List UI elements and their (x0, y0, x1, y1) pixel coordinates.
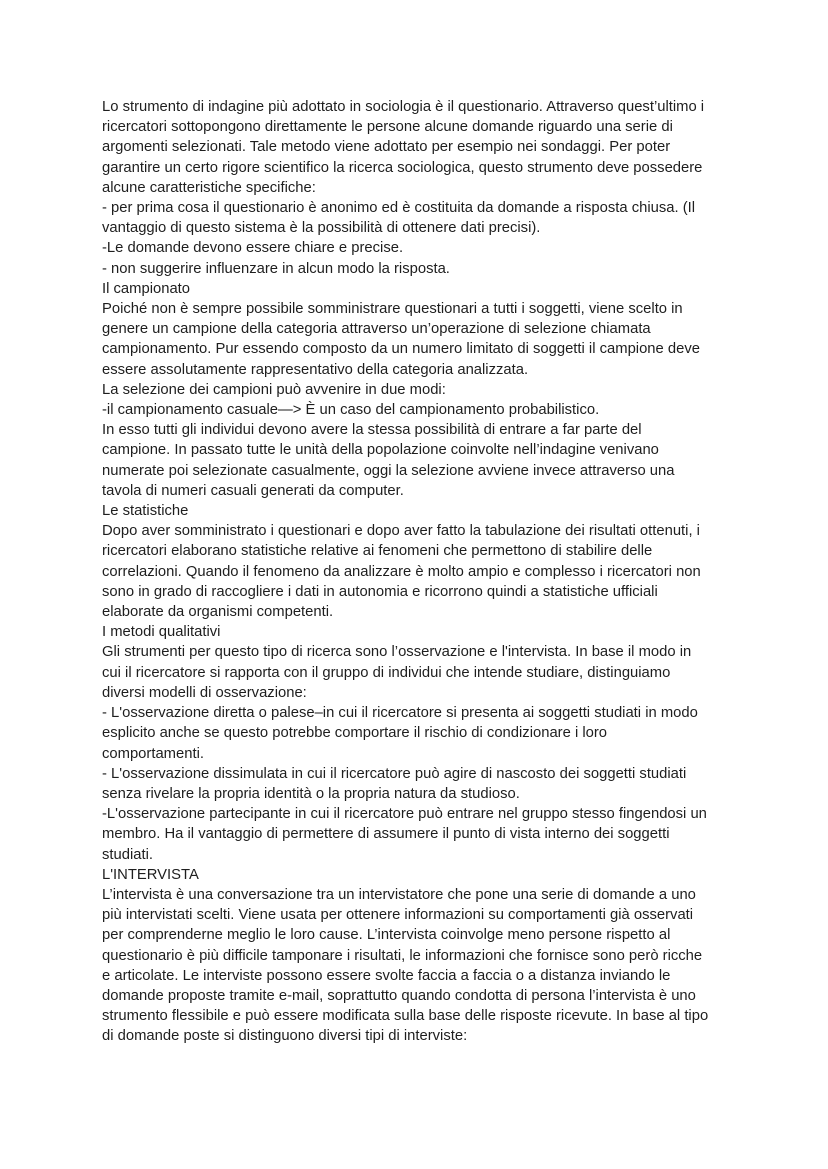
text-line: Poiché non è sempre possibile somministrare questionari a tutti i soggetti, viene scelto in (102, 301, 683, 318)
text-line: -il campionamento casuale—> È un caso del campionamento probabilistico. (102, 402, 600, 419)
text-line: strumento flessibile e può essere modificata sulla base delle risposte ricevute. In base al tipo (102, 1008, 709, 1025)
text-line: cui il ricercatore si rapporta con il gruppo di individui che intende studiare, distinguiamo (102, 664, 671, 681)
text-line: - L'osservazione dissimulata in cui il ricercatore può agire di nascosto dei soggetti studiati (102, 765, 687, 782)
text-line: - non suggerire influenzare in alcun modo la risposta. (102, 260, 450, 277)
text-line: I metodi qualitativi (102, 624, 221, 641)
text-line: sono in grado di raccogliere i dati in autonomia e ricorrono quindi a statistiche ufficiali (102, 583, 658, 600)
text-line: genere un campione della categoria attraverso un’operazione di selezione chiamata (102, 321, 651, 338)
text-line: studiati. (102, 846, 153, 863)
text-line: Il campionato (102, 280, 191, 297)
text-line: correlazioni. Quando il fenomeno da analizzare è molto ampio e complesso i ricercatori non (102, 563, 701, 580)
text-line: membro. Ha il vantaggio di permettere di assumere il punto di vista interno dei soggetti (102, 826, 670, 843)
text-line: elaborate da organismi competenti. (102, 604, 334, 621)
text-line: diversi modelli di osservazione: (102, 684, 307, 701)
text-line: argomenti selezionati. Tale metodo viene adottato per esempio nei sondaggi. Per poter (102, 139, 671, 156)
text-line: Lo strumento di indagine più adottato in sociologia è il questionario. Attraverso quest’ultimo i (102, 99, 705, 115)
text-line: di domande poste si distinguono diversi tipi di interviste: (102, 1028, 468, 1045)
text-line: L’intervista è una conversazione tra un intervistatore che pone una serie di domande a uno (102, 886, 696, 903)
text-line: numerate poi selezionate casualmente, oggi la selezione avviene invece attraverso una (102, 462, 675, 479)
text-line: più intervistati scelti. Viene usata per ottenere informazioni su comportamenti già osservati (102, 907, 694, 924)
text-line: Le statistiche (102, 503, 189, 520)
text-line: essere assolutamente rappresentativo della categoria analizzata. (102, 361, 529, 378)
text-line: - per prima cosa il questionario è anonimo ed è costituita da domande a risposta chiusa. (Il (102, 200, 696, 217)
text-line: -L'osservazione partecipante in cui il ricercatore può entrare nel gruppo stesso fingendosi un (102, 806, 707, 823)
text-line: per comprenderne meglio le loro cause. L’intervista coinvolge meno persone rispetto al (102, 927, 671, 944)
text-line: senza rivelare la propria identità o la propria natura da studioso. (102, 785, 520, 802)
document-body (102, 97, 742, 1047)
text-line: tavola di numeri casuali generati da computer. (102, 482, 404, 499)
text-line: questionario è più difficile tamponare i risultati, le informazioni che fornisce sono però ricche (102, 947, 703, 964)
text-line: Dopo aver somministrato i questionari e dopo aver fatto la tabulazione dei risultati ottenuti, i (102, 523, 700, 540)
text-line: garantire un certo rigore scientifico la ricerca sociologica, questo strumento deve possedere (102, 159, 703, 176)
text-line: In esso tutti gli individui devono avere la stessa possibilità di entrare a far parte del (102, 422, 642, 439)
text-line: Gli strumenti per questo tipo di ricerca sono l’osservazione e l'intervista. In base il modo in (102, 644, 692, 661)
text-line: -Le domande devono essere chiare e precise. (102, 240, 404, 257)
text-line: comportamenti. (102, 745, 204, 762)
text-line: L'INTERVISTA (102, 866, 199, 883)
text-line: ricercatori elaborano statistiche relative ai fenomeni che permettono di stabilire delle (102, 543, 653, 560)
text-line: esplicito anche se questo potrebbe comportare il rischio di condizionare i loro (102, 725, 608, 742)
text-line: ricercatori sottopongono direttamente le persone alcune domande riguardo una serie di (102, 119, 673, 136)
text-line: campionamento. Pur essendo composto da un numero limitato di soggetti il campione deve (102, 341, 700, 358)
text-line: - L'osservazione diretta o palese–in cui il ricercatore si presenta ai soggetti studiati in modo (102, 705, 698, 722)
text-line: campione. In passato tutte le unità della popolazione coinvolte nell’indagine venivano (102, 442, 659, 459)
text-line: alcune caratteristiche specifiche: (102, 179, 316, 196)
text-line: La selezione dei campioni può avvenire in due modi: (102, 381, 446, 398)
text-line: e articolate. Le interviste possono essere svolte faccia a faccia o a distanza inviando le (102, 967, 671, 984)
text-line: domande proposte tramite e-mail, soprattutto quando condotta di persona l’intervista è uno (102, 987, 696, 1004)
text-line: vantaggio di questo sistema è la possibilità di ottenere dati precisi). (102, 220, 541, 237)
